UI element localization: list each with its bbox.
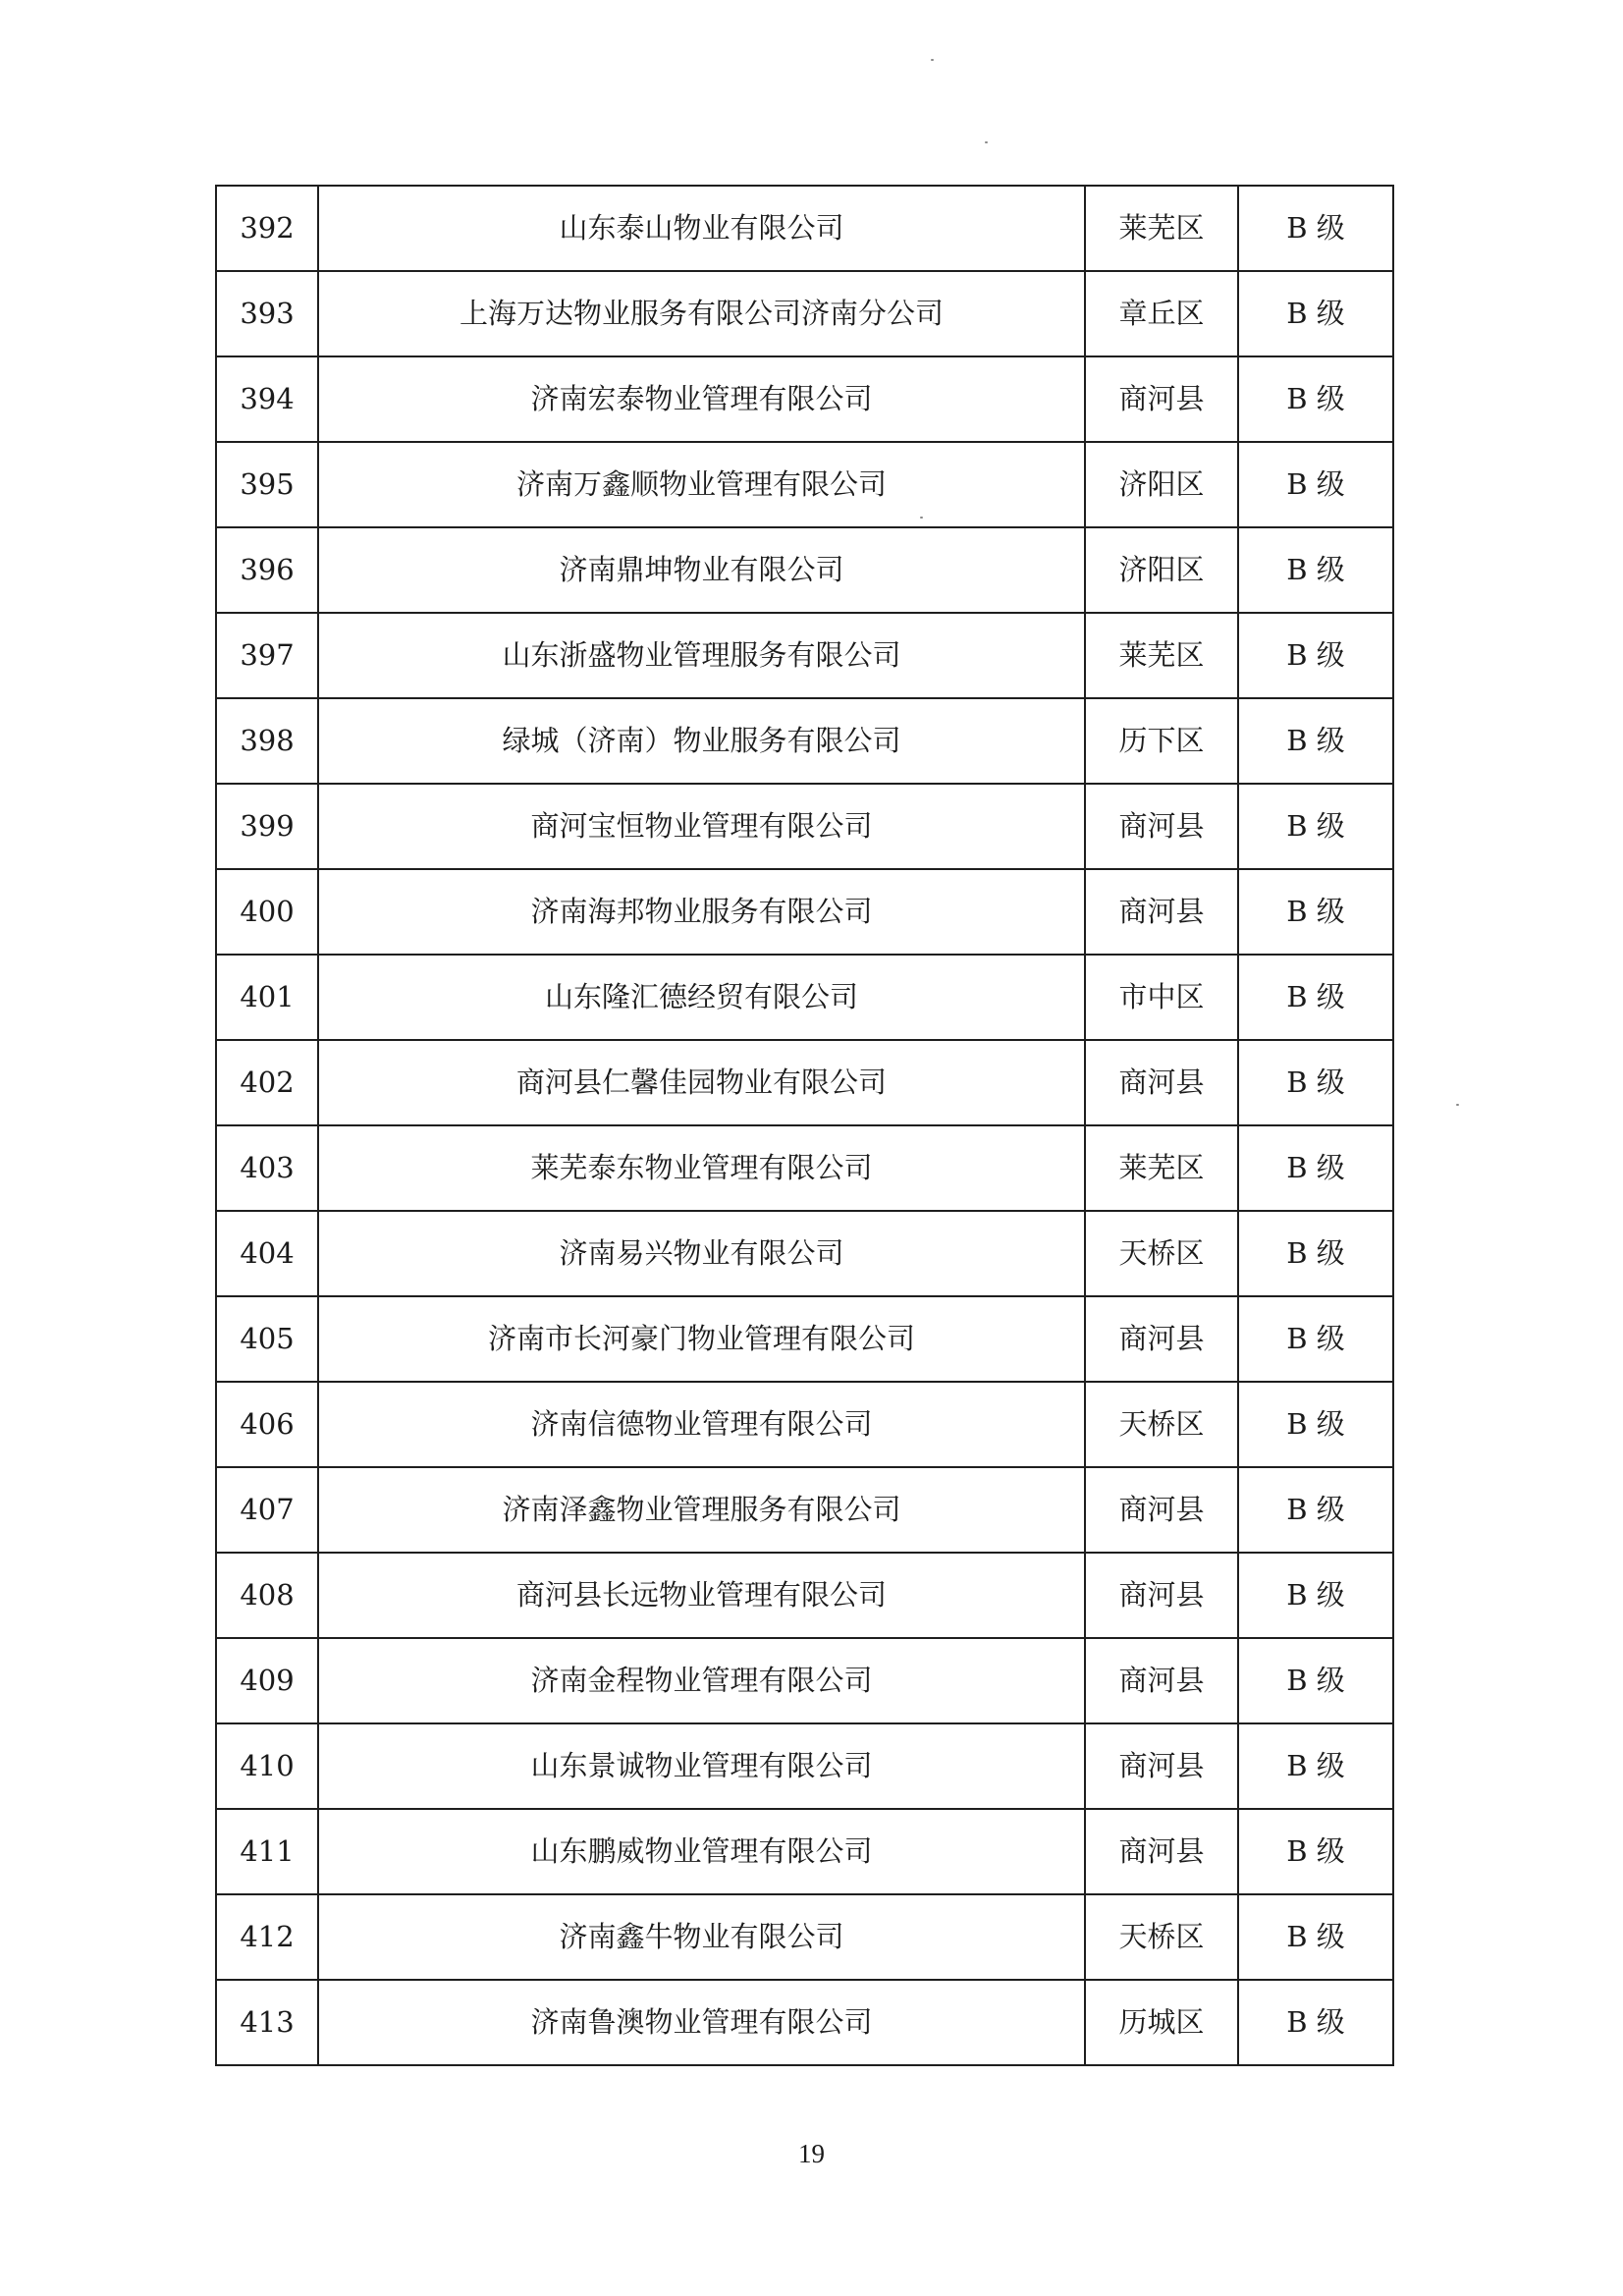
district: 历城区: [1085, 1980, 1238, 2065]
table-row: [216, 955, 1393, 1040]
row-number: 394: [216, 356, 318, 442]
row-number: 402: [216, 1040, 318, 1125]
district: 济阳区: [1085, 442, 1238, 527]
row-number: 400: [216, 869, 318, 955]
company-name: 商河宝恒物业管理有限公司: [318, 784, 1085, 869]
company-name: 济南鼎坤物业有限公司: [318, 527, 1085, 613]
grade: B 级: [1238, 1809, 1393, 1894]
company-name: 山东鹏威物业管理有限公司: [318, 1809, 1085, 1894]
company-name: 上海万达物业服务有限公司济南分公司: [318, 271, 1085, 356]
table-row: [216, 1382, 1393, 1467]
district: 章丘区: [1085, 271, 1238, 356]
company-name: 绿城（济南）物业服务有限公司: [318, 698, 1085, 784]
company-name: 济南鑫牛物业有限公司: [318, 1894, 1085, 1980]
grade: B 级: [1238, 1894, 1393, 1980]
scan-speck: [931, 59, 934, 61]
table-row: [216, 1553, 1393, 1638]
company-name: 济南宏泰物业管理有限公司: [318, 356, 1085, 442]
district: 历下区: [1085, 698, 1238, 784]
company-grade-table: [215, 185, 1394, 2066]
row-number: 399: [216, 784, 318, 869]
row-number: 409: [216, 1638, 318, 1723]
company-name: 济南泽鑫物业管理服务有限公司: [318, 1467, 1085, 1553]
district: 莱芜区: [1085, 1125, 1238, 1211]
row-number: 410: [216, 1723, 318, 1809]
row-number: 403: [216, 1125, 318, 1211]
grade: B 级: [1238, 442, 1393, 527]
grade: B 级: [1238, 527, 1393, 613]
district: 商河县: [1085, 1467, 1238, 1553]
table-row: [216, 1467, 1393, 1553]
table-row: [216, 1211, 1393, 1296]
district: 天桥区: [1085, 1382, 1238, 1467]
table-row: [216, 1296, 1393, 1382]
grade: B 级: [1238, 1125, 1393, 1211]
table-row: [216, 442, 1393, 527]
company-name: 山东景诚物业管理有限公司: [318, 1723, 1085, 1809]
district: 商河县: [1085, 1638, 1238, 1723]
company-name: 商河县仁馨佳园物业有限公司: [318, 1040, 1085, 1125]
grade: B 级: [1238, 955, 1393, 1040]
row-number: 401: [216, 955, 318, 1040]
table-row: [216, 356, 1393, 442]
row-number: 393: [216, 271, 318, 356]
district: 商河县: [1085, 784, 1238, 869]
company-name: 商河县长远物业管理有限公司: [318, 1553, 1085, 1638]
table-row: [216, 186, 1393, 271]
row-number: 408: [216, 1553, 318, 1638]
district: 商河县: [1085, 869, 1238, 955]
table-row: [216, 1723, 1393, 1809]
district: 商河县: [1085, 1809, 1238, 1894]
table-row: [216, 698, 1393, 784]
row-number: 411: [216, 1809, 318, 1894]
table-row: [216, 613, 1393, 698]
company-name: 济南信德物业管理有限公司: [318, 1382, 1085, 1467]
district: 天桥区: [1085, 1211, 1238, 1296]
grade: B 级: [1238, 356, 1393, 442]
district: 商河县: [1085, 1296, 1238, 1382]
company-name: 济南海邦物业服务有限公司: [318, 869, 1085, 955]
row-number: 396: [216, 527, 318, 613]
table-row: [216, 527, 1393, 613]
grade: B 级: [1238, 1553, 1393, 1638]
company-name: 济南易兴物业有限公司: [318, 1211, 1085, 1296]
grade: B 级: [1238, 1211, 1393, 1296]
grade: B 级: [1238, 1040, 1393, 1125]
district: 济阳区: [1085, 527, 1238, 613]
table-row: [216, 1894, 1393, 1980]
district: 商河县: [1085, 1723, 1238, 1809]
table-row: [216, 1809, 1393, 1894]
district: 天桥区: [1085, 1894, 1238, 1980]
row-number: 404: [216, 1211, 318, 1296]
row-number: 412: [216, 1894, 318, 1980]
grade: B 级: [1238, 1723, 1393, 1809]
grade: B 级: [1238, 1980, 1393, 2065]
row-number: 392: [216, 186, 318, 271]
district: 商河县: [1085, 356, 1238, 442]
district: 莱芜区: [1085, 186, 1238, 271]
company-name: 济南鲁澳物业管理有限公司: [318, 1980, 1085, 2065]
district: 商河县: [1085, 1553, 1238, 1638]
row-number: 413: [216, 1980, 318, 2065]
company-name: 济南金程物业管理有限公司: [318, 1638, 1085, 1723]
company-name: 山东浙盛物业管理服务有限公司: [318, 613, 1085, 698]
row-number: 405: [216, 1296, 318, 1382]
grade: B 级: [1238, 784, 1393, 869]
company-name: 山东泰山物业有限公司: [318, 186, 1085, 271]
company-name: 济南市长河豪门物业管理有限公司: [318, 1296, 1085, 1382]
company-name: 山东隆汇德经贸有限公司: [318, 955, 1085, 1040]
company-name: 济南万鑫顺物业管理有限公司: [318, 442, 1085, 527]
district: 莱芜区: [1085, 613, 1238, 698]
grade: B 级: [1238, 1638, 1393, 1723]
table-row: [216, 271, 1393, 356]
district: 商河县: [1085, 1040, 1238, 1125]
scan-speck: [985, 141, 988, 143]
row-number: 395: [216, 442, 318, 527]
grade: B 级: [1238, 613, 1393, 698]
grade: B 级: [1238, 1382, 1393, 1467]
scan-speck: [1456, 1104, 1459, 1106]
district: 市中区: [1085, 955, 1238, 1040]
page-number: 19: [798, 2139, 825, 2168]
table-row: [216, 784, 1393, 869]
table-row: [216, 1980, 1393, 2065]
table-row: [216, 869, 1393, 955]
table-row: [216, 1125, 1393, 1211]
grade: B 级: [1238, 869, 1393, 955]
grade: B 级: [1238, 186, 1393, 271]
row-number: 407: [216, 1467, 318, 1553]
table-row: [216, 1040, 1393, 1125]
grade: B 级: [1238, 271, 1393, 356]
row-number: 398: [216, 698, 318, 784]
grade: B 级: [1238, 1296, 1393, 1382]
company-name: 莱芜泰东物业管理有限公司: [318, 1125, 1085, 1211]
grade: B 级: [1238, 1467, 1393, 1553]
row-number: 406: [216, 1382, 318, 1467]
grade: B 级: [1238, 698, 1393, 784]
table-row: [216, 1638, 1393, 1723]
row-number: 397: [216, 613, 318, 698]
